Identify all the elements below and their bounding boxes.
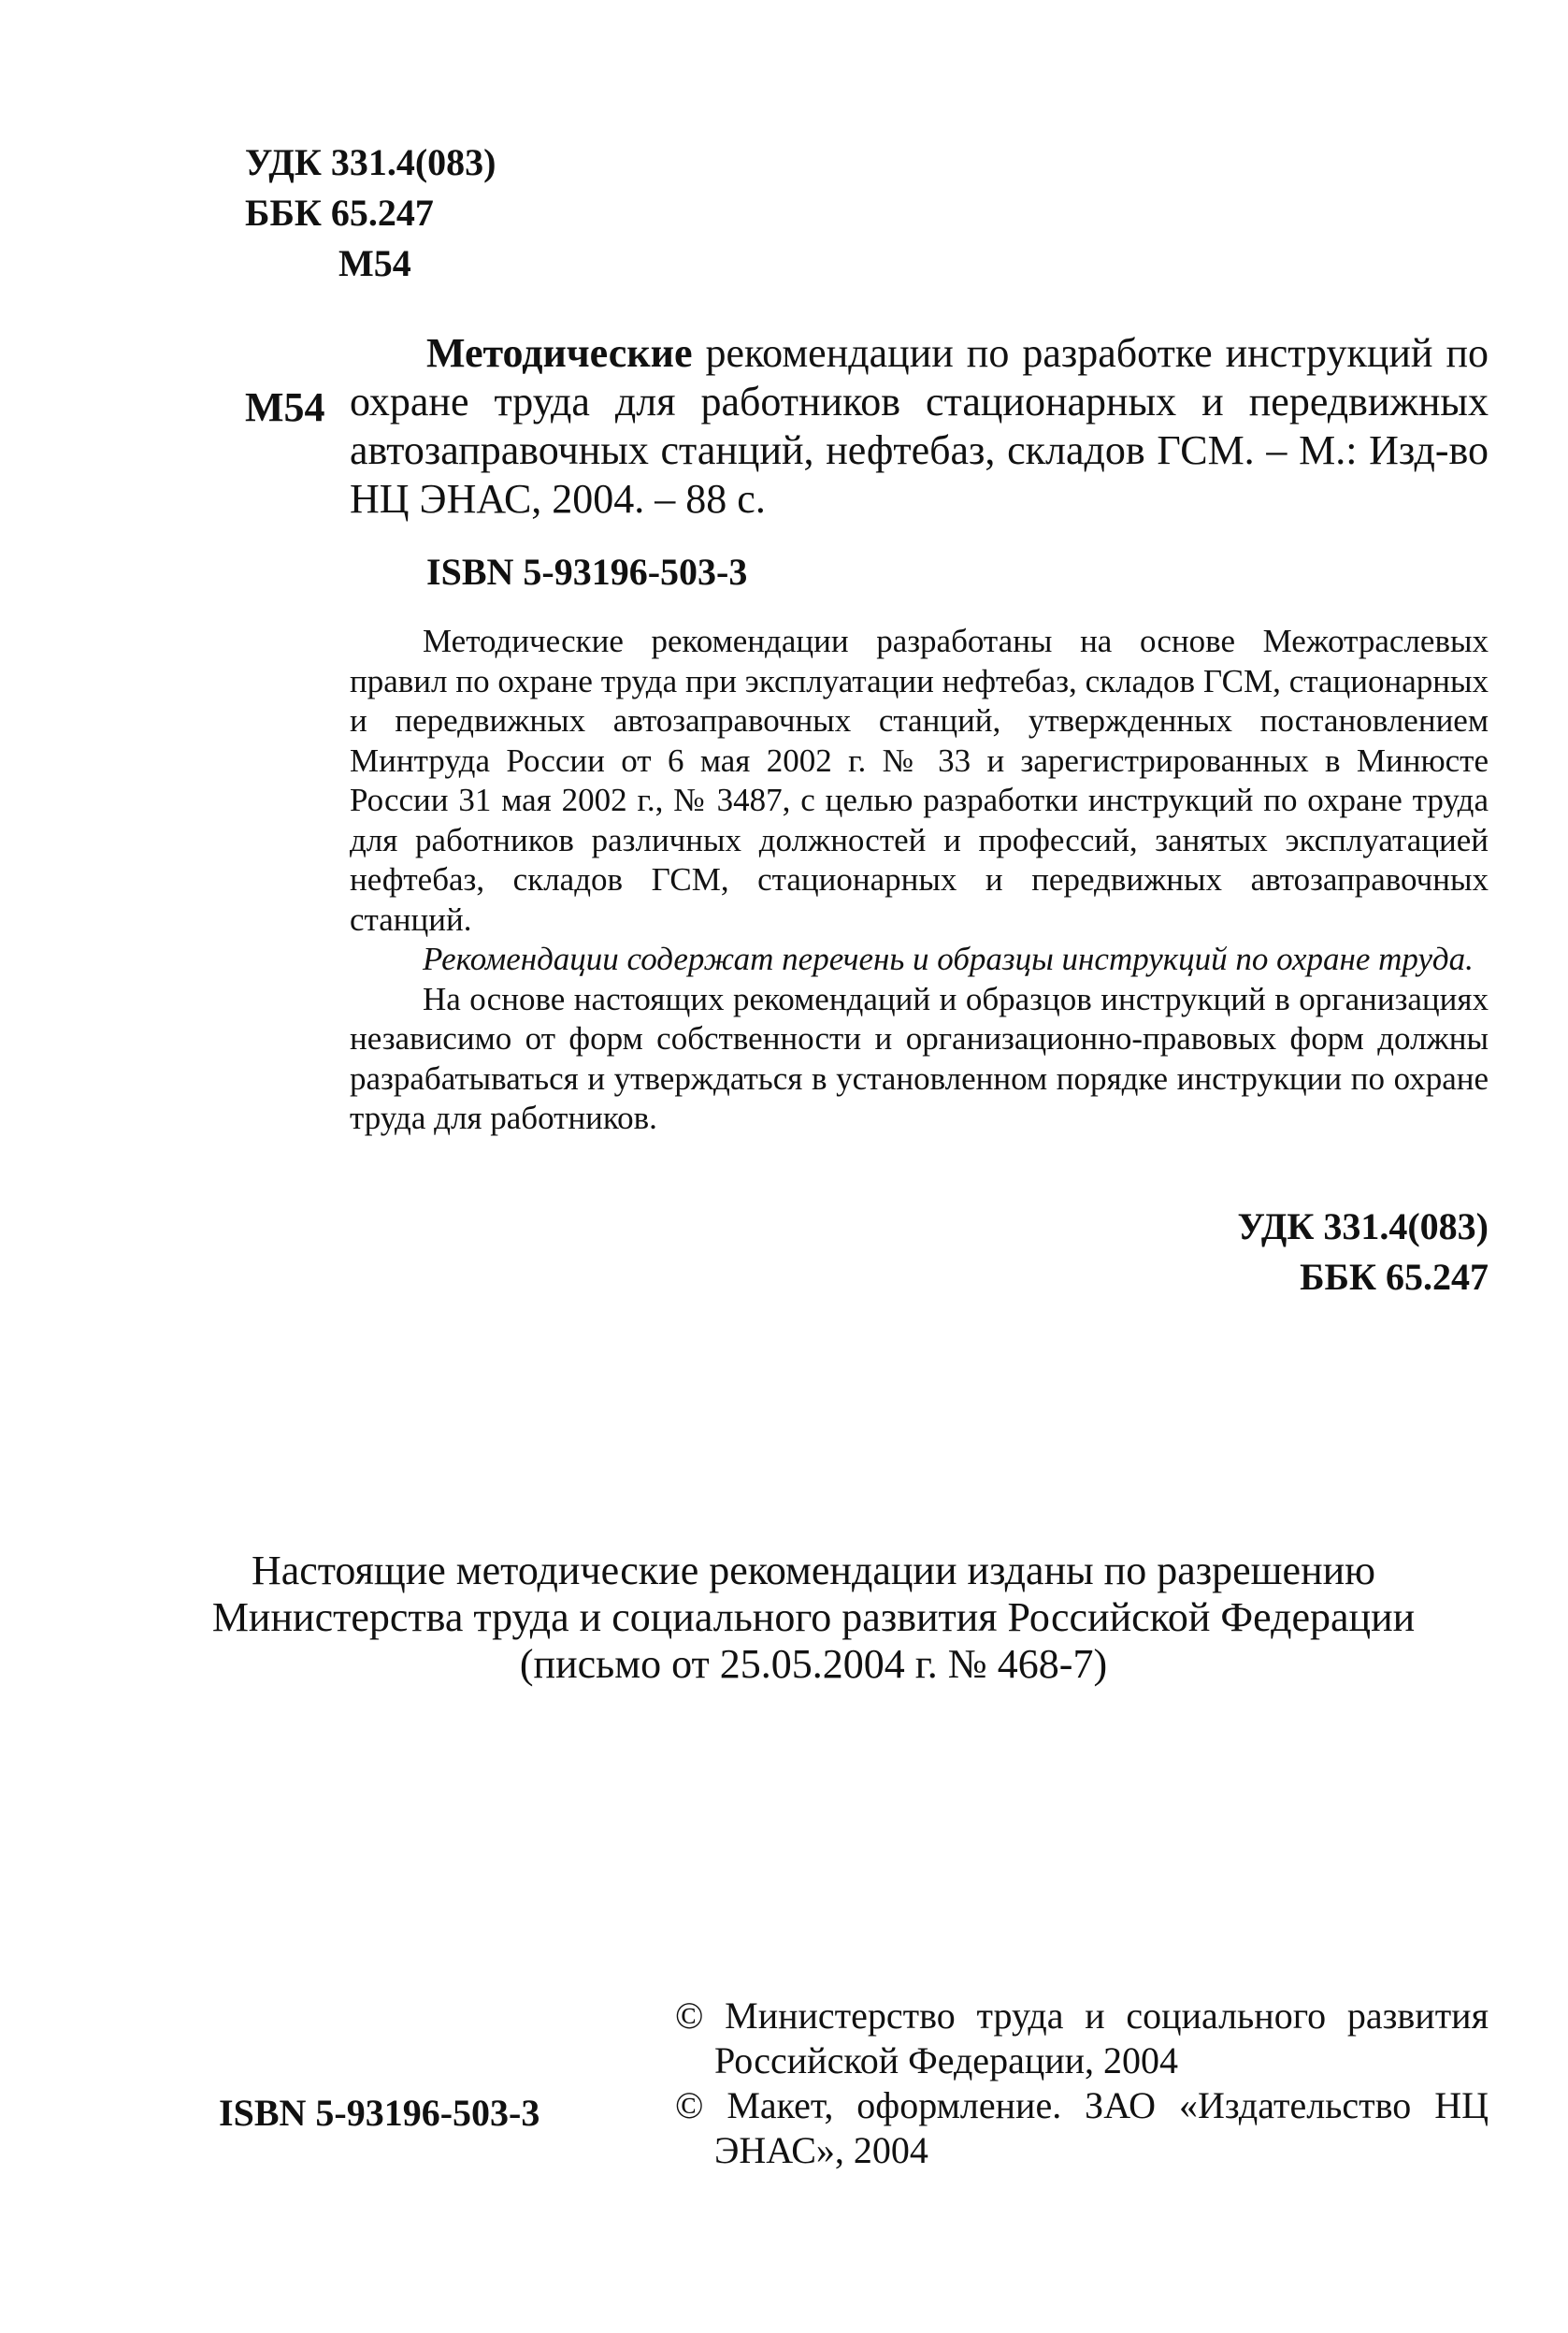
bibliographic-description (350, 329, 1489, 524)
udk-index-bottom: УДК 331.4(083) (1237, 1205, 1489, 1247)
author-mark-index: М54 (338, 242, 411, 284)
author-mark-code: М54 (245, 384, 325, 430)
annotation-paragraph-2: Рекомендации содержат перечень и образцы инструкций по охране труда. (423, 941, 1474, 977)
annotation-paragraph-1: Методические рекомендации разработаны на основе Межотраслевых правил по охране труда при эксплуатации нефтебаз, складов ГСМ, стационарных и передвижных автозаправочных станций, утвержденных постановлением Минтруда России от 6 мая 2002 г. № 33 и зарегистрированных в Минюсте России 31 мая 2002 г., № 3487, с целью разработки инструкций по охране труда для работников различных должностей и профессий, занятых эксплуатацией нефтебаз, складов ГСМ, стационарных и передвижных автозаправочных станций. (350, 623, 1489, 938)
bbk-index-bottom: ББК 65.247 (1300, 1256, 1489, 1298)
copyright-block (675, 1994, 1489, 2173)
annotation (350, 622, 1489, 1139)
isbn-record: ISBN 5-93196-503-3 (426, 551, 748, 593)
permission-line-2: Министерства труда и социального развития Российской Федерации (211, 1594, 1416, 1640)
isbn-bottom: ISBN 5-93196-503-3 (219, 2092, 540, 2134)
title-rest: рекомендации по разработке инструкций по охране труда для работников стационарных и передвижных автозаправочных станций, нефтебаз, складов ГСМ. – М.: Изд-во НЦ ЭНАС, 2004. – 88 с. (350, 330, 1489, 522)
annotation-paragraph-3: На основе настоящих рекомендаций и образцов инструкций в организациях независимо от форм собственности и организационно-правовых форм должны разрабатываться и утверждаться в установленном порядке инструкции по охране труда для работников. (350, 980, 1489, 1136)
bbk-index: ББК 65.247 (245, 192, 434, 234)
title-lead-word: Методические (426, 330, 693, 376)
copyright-layout: © Макет, оформление. ЗАО «Издательство НЦ ЭНАС», 2004 (675, 2084, 1489, 2171)
udk-index: УДК 331.4(083) (245, 141, 496, 183)
permission-note (131, 1548, 1496, 1688)
copyright-ministry: © Министерство труда и социального развития Российской Федерации, 2004 (675, 1995, 1489, 2081)
permission-line-3: (письмо от 25.05.2004 г. № 468-7) (519, 1641, 1108, 1687)
permission-line-1: Настоящие методические рекомендации изданы по разрешению (251, 1548, 1376, 1593)
